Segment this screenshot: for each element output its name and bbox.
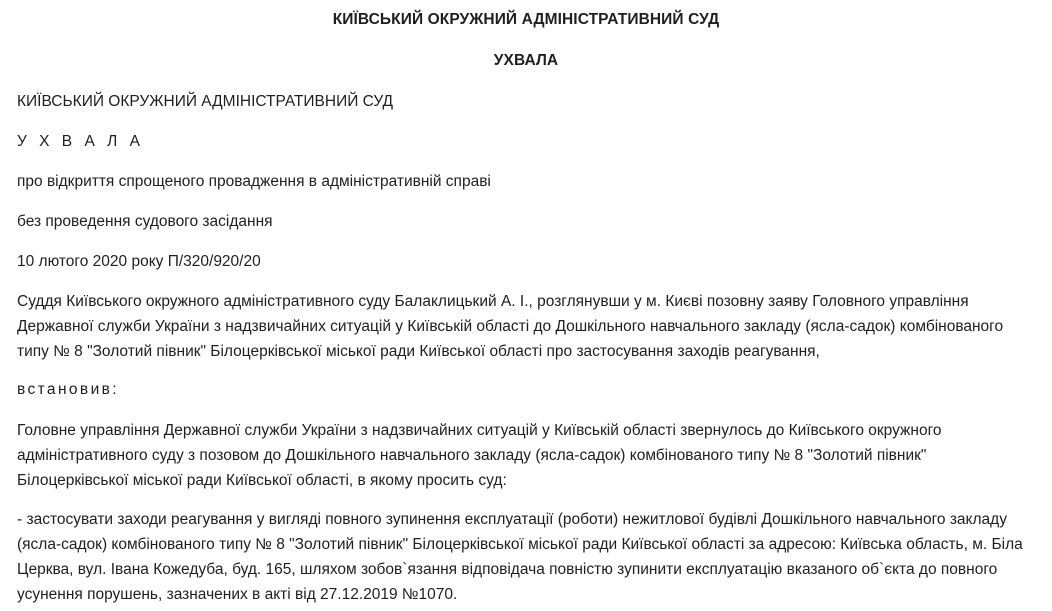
- subject-line: про відкриття спрощеного провадження в адміністративній справі: [17, 173, 491, 190]
- document-type-title: УХВАЛА: [493, 52, 559, 69]
- claim-paragraph: Головне управління Державної служби України з надзвичайних ситуацій у Київській області звернулось до Київського окружного адміністративного суду з позовом до Дошкільного навчального закладу (ясла-садок) комбінованого типу № 8 "Золотий півник" Білоцерківської міської ради Київської області, в якому просить суд:: [17, 422, 942, 489]
- subject-line-hearing: без проведення судового засідання: [17, 213, 273, 230]
- court-title: КИЇВСЬКИЙ ОКРУЖНИЙ АДМІНІСТРАТИВНИЙ СУД: [332, 11, 720, 28]
- established-heading: встановив:: [17, 381, 119, 398]
- court-line: КИЇВСЬКИЙ ОКРУЖНИЙ АДМІНІСТРАТИВНИЙ СУД: [17, 93, 394, 110]
- document-type-spaced: У Х В А Л А: [17, 133, 144, 150]
- intro-paragraph: Суддя Київського окружного адміністративного суду Балаклицький А. І., розглянувши у м. Києві позовну заяву Головного управління Державної служби України з надзвичайних ситуацій у Київській області до Дошкільного навчального закладу (ясла-садок) комбінованого типу № 8 "Золотий півник" Білоцерківської міської ради Київської області про застосування заходів реагування,: [17, 293, 1004, 360]
- request-paragraph: - застосувати заходи реагування у вигляді повного зупинення експлуатації (роботи) нежитлової будівлі Дошкільного навчального закладу (ясла-садок) комбінованого типу № 8 "Золотий півник" Білоцерківської міської ради Київської області за адресою: Київська область, м. Біла Церква, вул. Івана Кожедуба, буд. 165, шляхом зобов`язання відповідача повністю зупинити експлуатацію вказаного об`єкта до повного усунення порушень, зазначених в акті від 27.12.2019 №1070.: [17, 511, 1023, 603]
- date-and-case-number: 10 лютого 2020 року П/320/920/20: [17, 253, 261, 270]
